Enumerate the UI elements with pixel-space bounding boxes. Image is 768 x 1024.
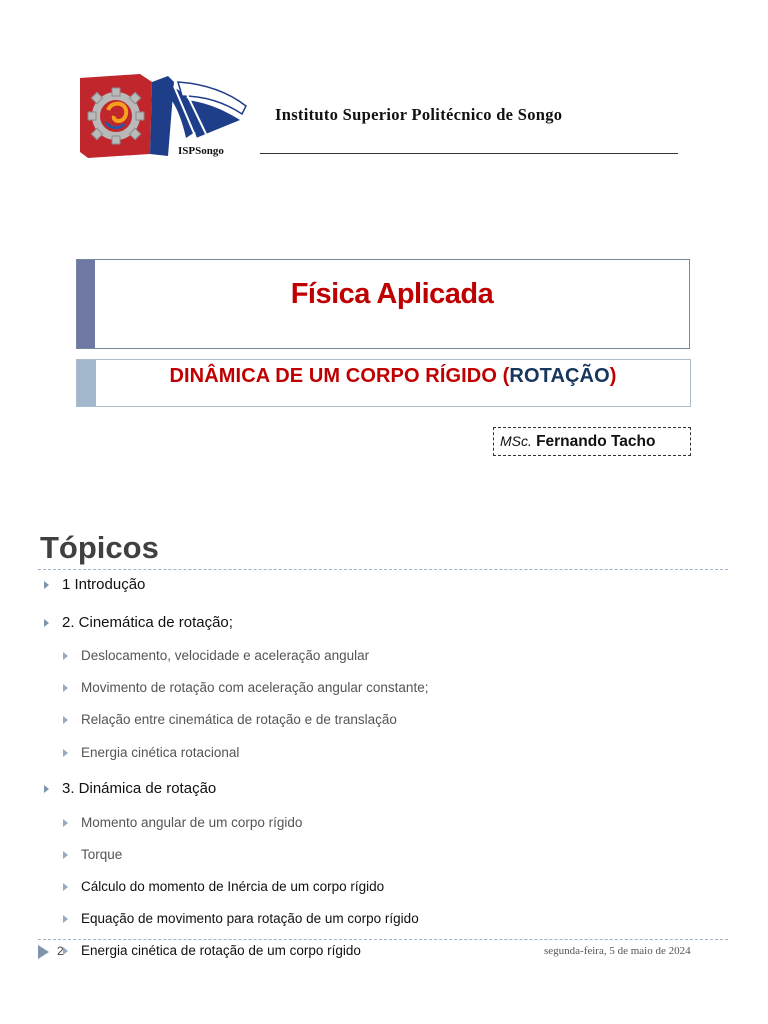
topic-text: 1 Introdução <box>62 576 146 593</box>
subtopic-item <box>63 648 369 663</box>
bullet-triangle-icon <box>63 652 68 660</box>
page-number: 2 <box>57 944 64 958</box>
author-box <box>493 427 691 456</box>
title-accent-bar <box>77 260 95 348</box>
topics-divider-top <box>38 569 728 570</box>
bullet-triangle-icon <box>63 851 68 859</box>
topic-text: Energia cinética de rotação de um corpo rígido <box>81 943 361 958</box>
footer-date: segunda-feira, 5 de maio de 2024 <box>544 945 691 957</box>
slide-subtitle-box <box>76 359 691 407</box>
ispsongo-logo <box>78 72 250 160</box>
bullet-triangle-icon <box>63 749 68 757</box>
author-degree: MSc. <box>500 433 532 449</box>
subtopic-item <box>63 879 384 894</box>
subtopic-item <box>63 680 428 695</box>
bullet-triangle-icon <box>44 619 49 627</box>
slide-subtitle <box>96 365 690 388</box>
bullet-triangle-icon <box>63 819 68 827</box>
topic-text: 2. Cinemática de rotação; <box>62 614 233 631</box>
topic-text: Cálculo do momento de Inércia de um corpo rígido <box>81 879 385 894</box>
subtopic-item <box>63 847 122 862</box>
subtopic-item <box>63 745 239 760</box>
topic-item <box>44 614 233 631</box>
footer-divider <box>38 939 728 940</box>
bullet-triangle-icon <box>63 684 68 692</box>
topic-text: Torque <box>81 847 123 862</box>
bullet-triangle-icon <box>44 581 49 589</box>
topic-text: 3. Dinámica de rotação <box>62 780 217 797</box>
author-name: Fernando Tacho <box>536 433 656 450</box>
subtitle-end: ) <box>609 365 617 387</box>
topic-text: Deslocamento, velocidade e aceleração angular <box>81 648 370 663</box>
topic-text: Momento angular de um corpo rígido <box>81 815 303 830</box>
bullet-triangle-icon <box>63 915 68 923</box>
subtopic-item <box>63 943 361 958</box>
subtopic-item <box>63 911 419 926</box>
topic-text: Movimento de rotação com aceleração angular constante; <box>81 680 429 695</box>
institute-name: Instituto Superior Politécnico de Songo <box>275 105 563 124</box>
topic-item <box>44 576 145 593</box>
topics-title: Tópicos <box>40 530 159 565</box>
bullet-triangle-icon <box>44 785 49 793</box>
topic-item <box>44 780 216 797</box>
topic-text: Energia cinética rotacional <box>81 745 240 760</box>
bullet-triangle-icon <box>63 883 68 891</box>
institute-underline <box>260 153 678 154</box>
topic-text: Relação entre cinemática de rotação e de translação <box>81 712 397 727</box>
subtopic-item <box>63 815 302 830</box>
subtitle-main: DINÂMICA DE UM CORPO RÍGIDO ( <box>169 365 510 387</box>
slide-title: Física Aplicada <box>290 278 494 310</box>
logo-label: ISPSongo <box>178 145 224 157</box>
slide-title-box <box>76 259 690 349</box>
subtitle-accent-bar <box>77 360 96 406</box>
subtopic-item <box>63 712 397 727</box>
footer-arrow-icon <box>38 945 49 959</box>
subtitle-highlight: ROTAÇÃO <box>509 365 610 387</box>
bullet-triangle-icon <box>63 716 68 724</box>
topic-text: Equação de movimento para rotação de um corpo rígido <box>81 911 419 926</box>
